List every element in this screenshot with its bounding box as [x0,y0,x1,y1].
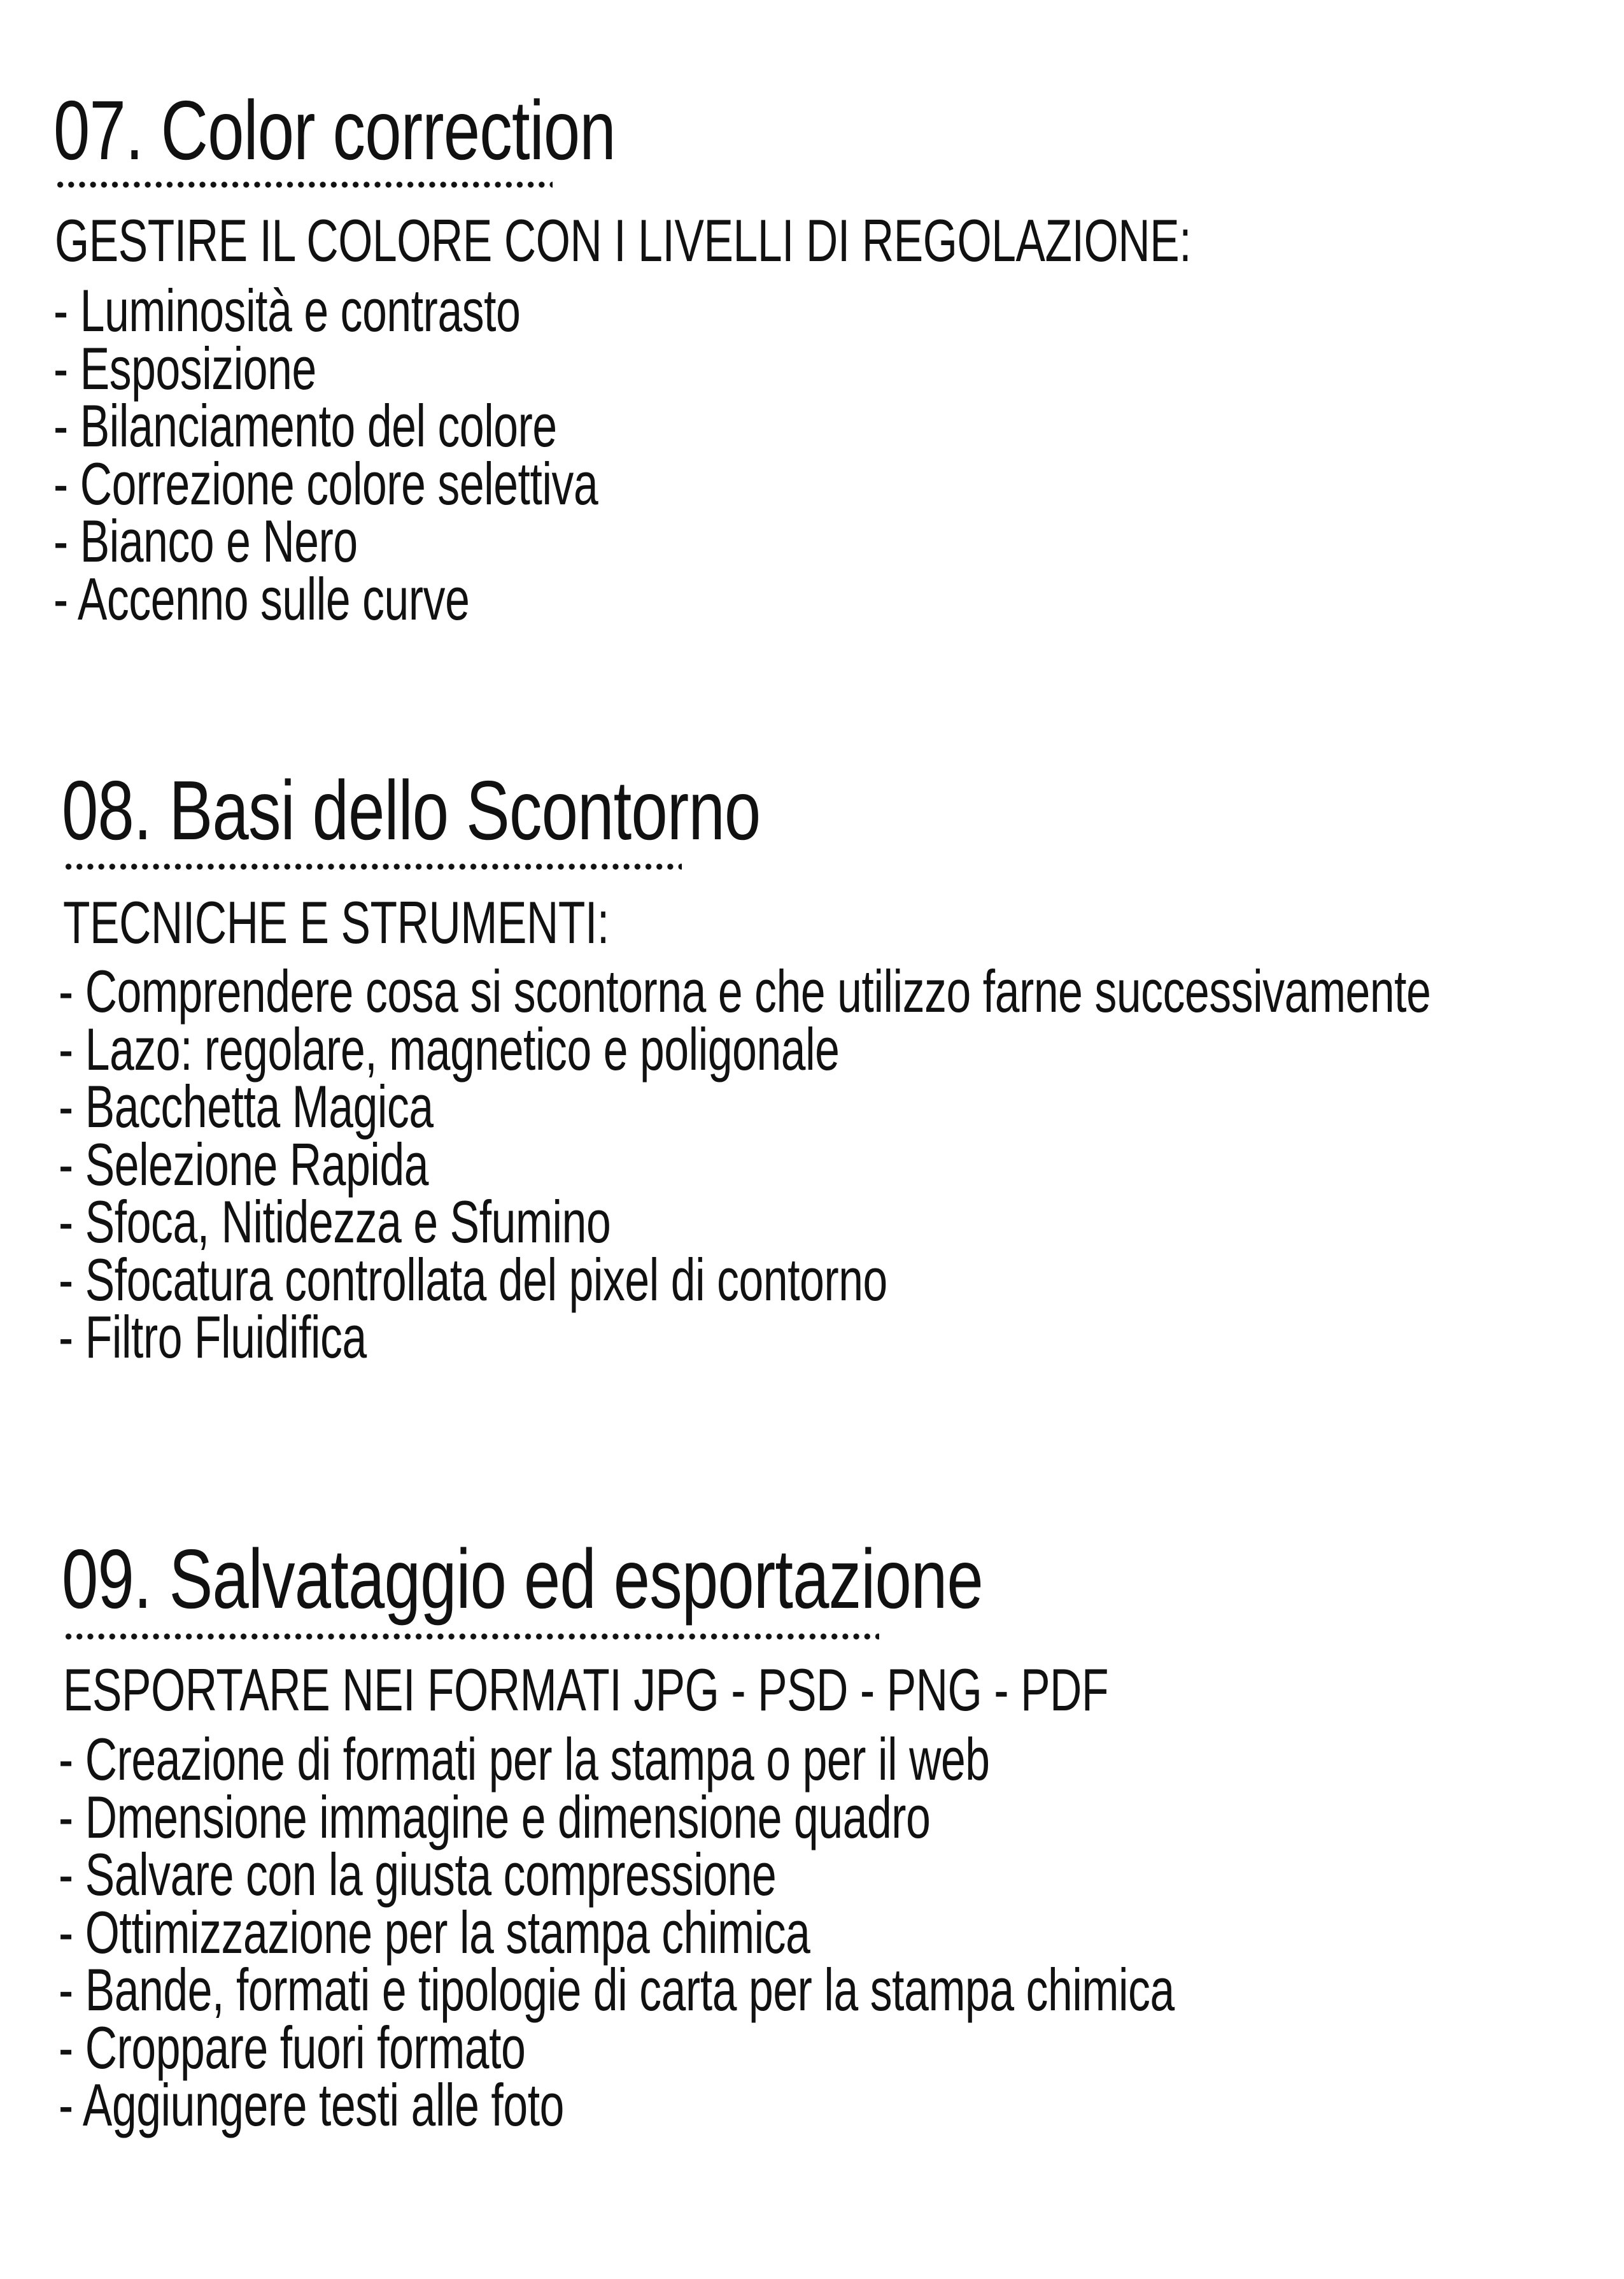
list-item: - Sfocatura controllata del pixel di contorno [59,1246,887,1313]
list-item: - Aggiungere testi alle foto [59,2071,564,2138]
topic-list [59,958,1624,1370]
section-subtitle: GESTIRE IL COLORE CON I LIVELLI DI REGOLAZIONE: [55,207,1192,274]
section-title: 07. Color correction [53,83,616,177]
list-item: - Bianco e Nero [53,508,358,574]
dotted-divider [55,180,553,189]
list-item: - Dmensione immagine e dimensione quadro [59,1783,931,1850]
topic-list [53,277,789,632]
list-item: - Ottimizzazione per la stampa chimica [59,1898,810,1966]
list-item: - Bacchetta Magica [59,1073,434,1140]
list-item: - Sfoca, Nitidezza e Sfumino [59,1188,611,1255]
list-item: - Lazo: regolare, magnetico e poligonale [59,1015,840,1083]
topic-list [59,1726,1567,2138]
list-item: - Bande, formati e tipologie di carta per la stampa chimica [59,1956,1175,2023]
dotted-divider [63,862,682,871]
list-item: - Luminosità e contrasto [53,277,521,344]
list-item: - Accenno sulle curve [53,565,470,632]
section-title: 08. Basi dello Scontorno [62,763,761,857]
list-item: - Esposizione [53,334,316,402]
section-subtitle: TECNICHE E STRUMENTI: [63,889,609,956]
list-item: - Comprendere cosa si scontorna e che utilizzo farne successivamente [59,958,1431,1025]
list-item: - Selezione Rapida [59,1130,429,1198]
section-subtitle: ESPORTARE NEI FORMATI JPG - PSD - PNG - PDF [63,1656,1109,1723]
list-item: - Salvare con la giusta compressione [59,1841,777,1908]
list-item: - Bilanciamento del colore [53,392,557,459]
dotted-divider [63,1632,879,1641]
list-item: - Filtro Fluidifica [59,1303,367,1370]
list-item: - Correzione colore selettiva [53,450,598,517]
list-item: - Croppare fuori formato [59,2013,526,2081]
list-item: - Creazione di formati per la stampa o per il web [59,1726,990,1793]
section-title: 09. Salvataggio ed esportazione [62,1532,983,1626]
